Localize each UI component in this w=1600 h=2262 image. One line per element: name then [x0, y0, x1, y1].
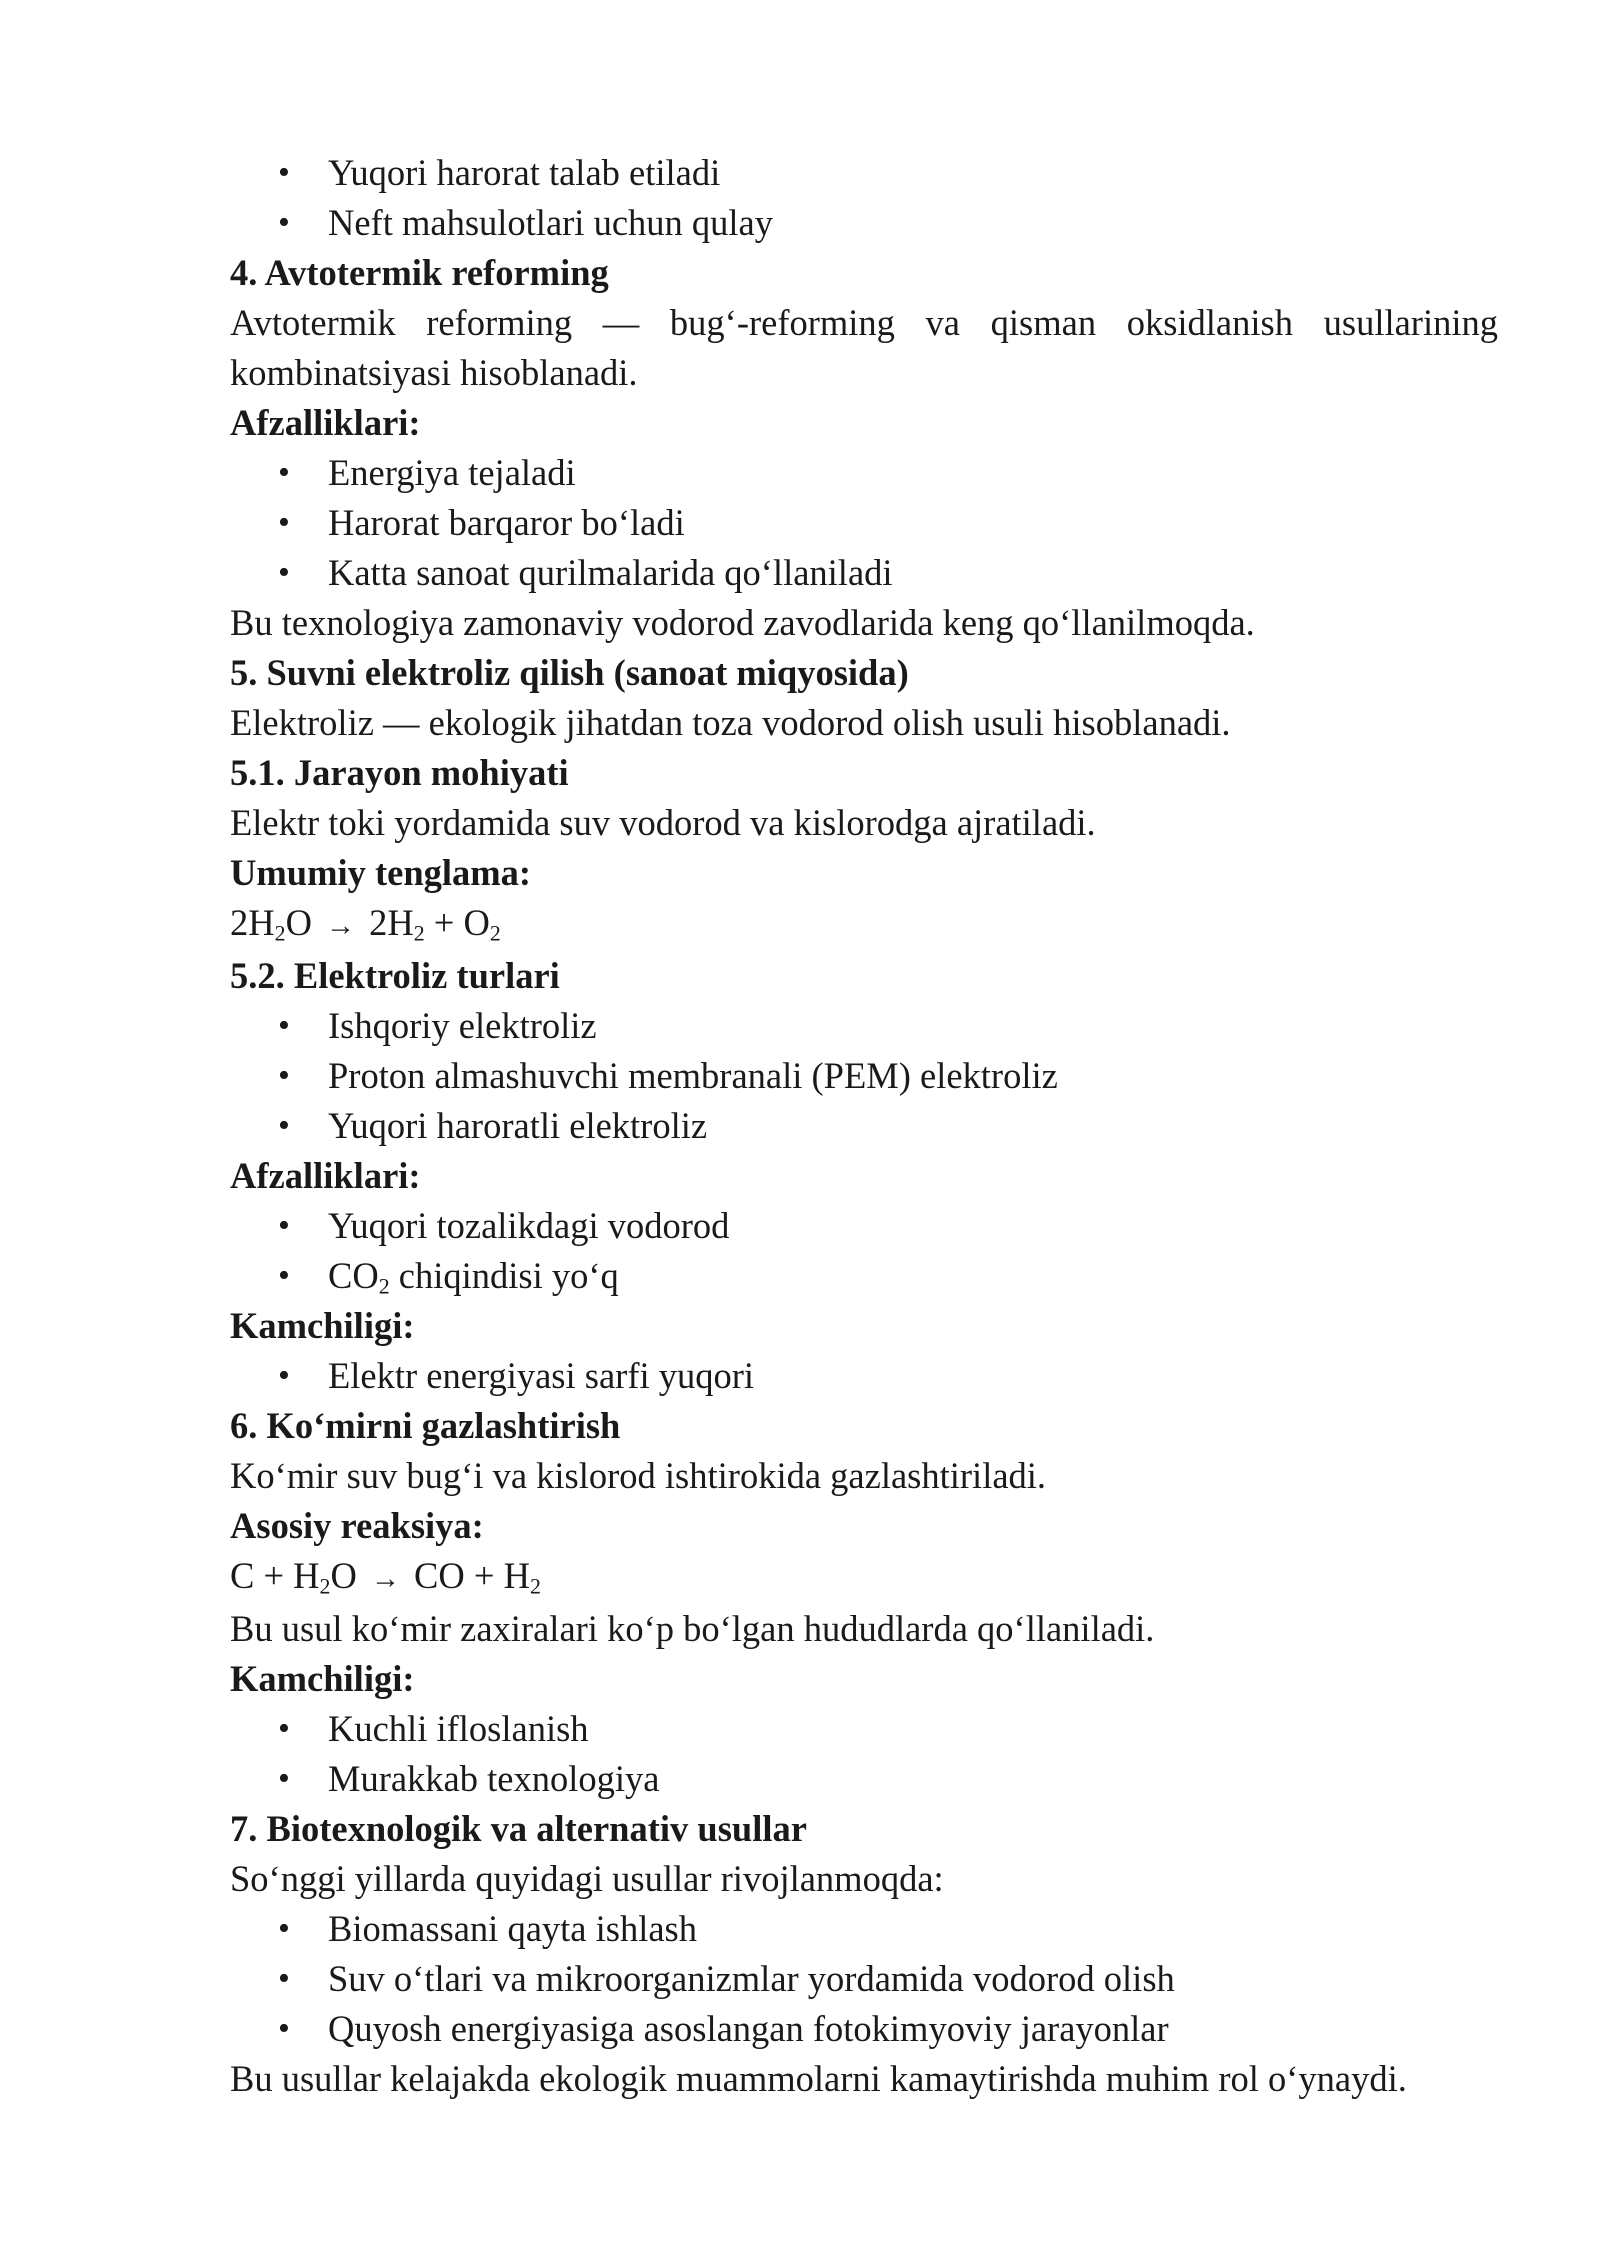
list-item: • Katta sanoat qurilmalarida qo‘llaniladi — [230, 548, 1498, 598]
bullet-icon: • — [278, 2010, 290, 2047]
list-item: • Proton almashuvchi membranali (PEM) elektroliz — [230, 1051, 1498, 1101]
section-heading: 7. Biotexnologik va alternativ usullar — [230, 1808, 807, 1849]
bullet-icon: • — [278, 1760, 290, 1797]
bullet-icon: • — [278, 554, 290, 591]
bullet-icon: • — [278, 454, 290, 491]
section-heading: 5. Suvni elektroliz qilish (sanoat miqyosida) — [230, 652, 909, 693]
bullet-list — [230, 1351, 1498, 1401]
list-item: • Energiya tejaladi — [230, 448, 1498, 498]
bullet-icon: • — [278, 1910, 290, 1947]
label: Kamchiligi: — [230, 1658, 415, 1699]
paragraph: Ko‘mir suv bug‘i va kislorod ishtirokida gazlashtiriladi. — [230, 1455, 1047, 1496]
section-heading: 4. Avtotermik reforming — [230, 252, 609, 293]
bullet-icon: • — [278, 1207, 290, 1244]
label: Asosiy reaksiya: — [230, 1505, 484, 1546]
bullet-list — [230, 1001, 1498, 1151]
section-heading: 6. Ko‘mirni gazlashtirish — [230, 1405, 621, 1446]
bullet-icon: • — [278, 1357, 290, 1394]
arrow-icon: → — [370, 1563, 401, 1595]
paragraph: So‘nggi yillarda quyidagi usullar rivojlanmoqda: — [230, 1858, 944, 1899]
paragraph: Elektroliz — ekologik jihatdan toza vodorod olish usuli hisoblanadi. — [230, 702, 1231, 743]
list-item: • Harorat barqaror bo‘ladi — [230, 498, 1498, 548]
list-item: • Murakkab texnologiya — [230, 1754, 1498, 1804]
bullet-icon: • — [278, 504, 290, 541]
subsection-heading: 5.2. Elektroliz turlari — [230, 955, 560, 996]
paragraph: Avtotermik reforming — bug‘-reforming va qisman oksidlanish usullarining kombinatsiyasi hisoblanadi. — [230, 302, 1498, 393]
list-item: • Yuqori tozalikdagi vodorod — [230, 1201, 1498, 1251]
bullet-icon: • — [278, 154, 290, 191]
paragraph: Bu usullar kelajakda ekologik muammolarni kamaytirishda muhim rol o‘ynaydi. — [230, 2058, 1407, 2099]
label: Afzalliklari: — [230, 402, 421, 443]
list-item: • $CO_2$ chiqindisi yo‘q — [230, 1251, 1498, 1301]
label: Umumiy tenglama: — [230, 852, 532, 893]
label: Kamchiligi: — [230, 1305, 415, 1346]
document-page — [230, 148, 1498, 2104]
list-item: • Yuqori haroratli elektroliz — [230, 1101, 1498, 1151]
paragraph: Elektr toki yordamida suv vodorod va kislorodga ajratiladi. — [230, 802, 1096, 843]
bullet-icon: • — [278, 1710, 290, 1747]
subsection-heading: 5.1. Jarayon mohiyati — [230, 752, 569, 793]
bullet-list — [230, 448, 1498, 598]
bullet-icon: • — [278, 1257, 290, 1294]
paragraph: Bu usul ko‘mir zaxiralari ko‘p bo‘lgan hududlarda qo‘llaniladi. — [230, 1608, 1155, 1649]
paragraph: Bu texnologiya zamonaviy vodorod zavodlarida keng qo‘llanilmoqda. — [230, 602, 1255, 643]
list-item: • Suv o‘tlari va mikroorganizmlar yordamida vodorod olish — [230, 1954, 1498, 2004]
list-item: • Elektr energiyasi sarfi yuqori — [230, 1351, 1498, 1401]
bullet-list — [230, 148, 1498, 248]
list-item: • Biomassani qayta ishlash — [230, 1904, 1498, 1954]
label: Afzalliklari: — [230, 1155, 421, 1196]
bullet-list — [230, 1704, 1498, 1804]
bullet-icon: • — [278, 1007, 290, 1044]
list-item: • Kuchli ifloslanish — [230, 1704, 1498, 1754]
equation: $2H_2O \to 2H_2 + O_2$ — [230, 898, 1498, 951]
list-item: • Yuqori harorat talab etiladi — [230, 148, 1498, 198]
bullet-icon: • — [278, 1960, 290, 1997]
list-item: • Ishqoriy elektroliz — [230, 1001, 1498, 1051]
bullet-icon: • — [278, 1057, 290, 1094]
bullet-list — [230, 1904, 1498, 2054]
bullet-icon: • — [278, 1107, 290, 1144]
list-item: • Neft mahsulotlari uchun qulay — [230, 198, 1498, 248]
equation: $C + H_2O$ → CO + $H_2$ — [230, 1551, 1498, 1604]
bullet-list — [230, 1201, 1498, 1301]
list-item: • Quyosh energiyasiga asoslangan fotokimyoviy jarayonlar — [230, 2004, 1498, 2054]
arrow-icon: → — [325, 910, 356, 942]
bullet-icon: • — [278, 204, 290, 241]
